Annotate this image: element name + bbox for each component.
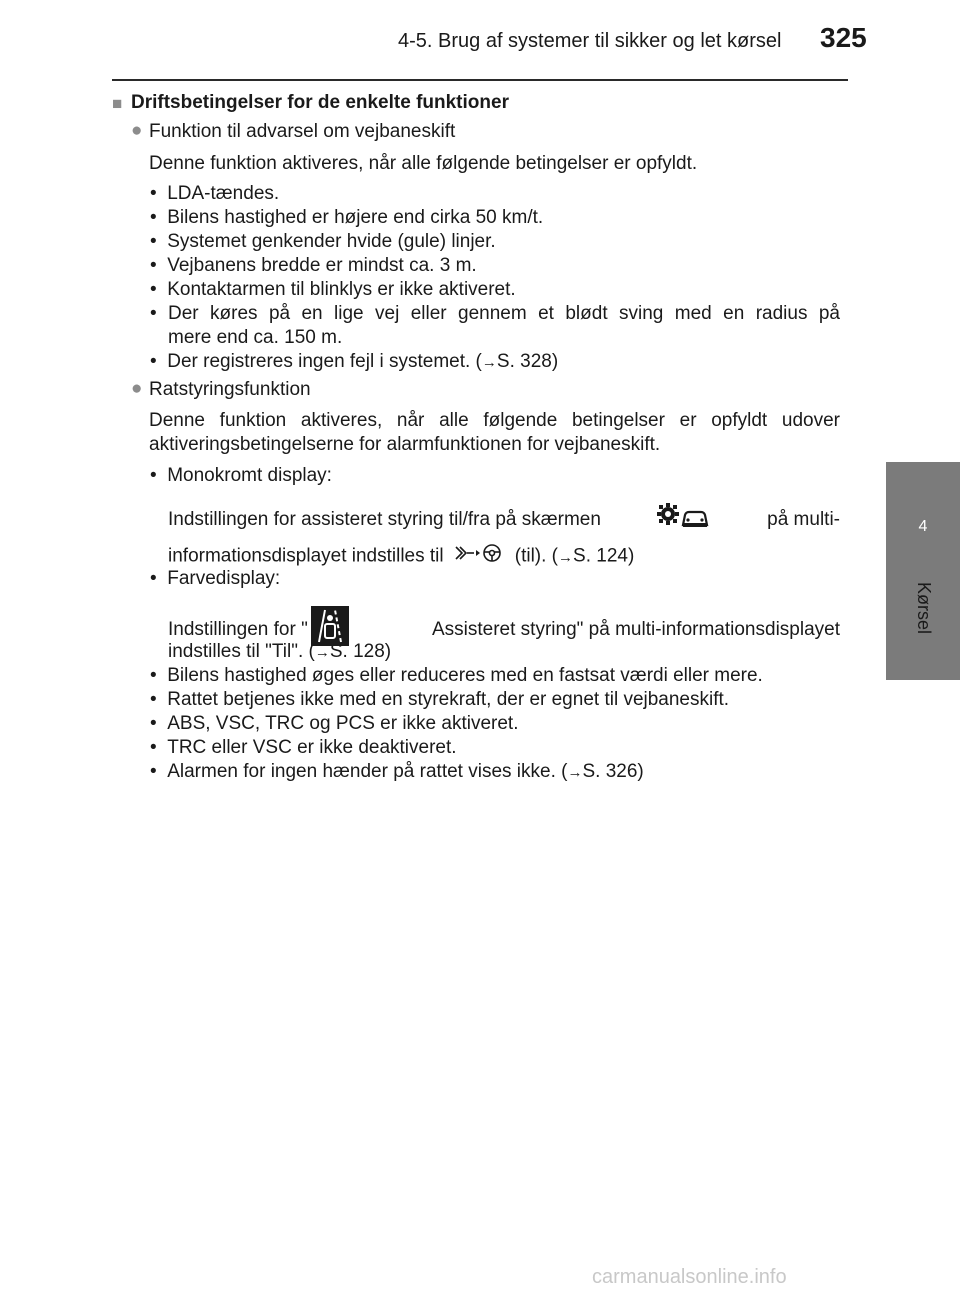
list-item: • Rattet betjenes ikke med en styrekraft, der er egnet til vejbaneskift. <box>150 689 730 710</box>
list-item: • Bilens hastighed øges eller reduceres med en fastsat værdi eller mere. <box>150 665 763 686</box>
page-reference[interactable]: S. 124) <box>573 545 635 567</box>
list-item: • <box>150 303 168 324</box>
list-item-text: Der køres på en lige vej eller gennem et blødt sving med en radius på <box>168 303 840 324</box>
arrow-right-icon: → <box>481 354 497 371</box>
list-item-continuation: mere end ca. 150 m. <box>168 327 343 348</box>
list-item: • TRC eller VSC er ikke deaktiveret. <box>150 737 457 758</box>
page-reference[interactable]: S. 328) <box>496 351 559 372</box>
square-bullet-icon: ■ <box>112 94 123 113</box>
list-item: • Kontaktarmen til blinklys er ikke aktiveret. <box>150 279 516 300</box>
list-item: • ABS, VSC, TRC og PCS er ikke aktiveret. <box>150 713 519 734</box>
chapter-label: Kørsel <box>914 582 934 635</box>
section-heading: Driftsbetingelser for de enkelte funktioner <box>131 92 509 113</box>
list-item: • Monokromt display: <box>150 465 332 486</box>
list-item: • Vejbanens bredde er mindst ca. 3 m. <box>150 255 477 276</box>
subsection-title: Ratstyringsfunktion <box>149 379 311 400</box>
monochrome-instruction: Indstillingen for assisteret styring til/fra på skærmen på multi- <box>168 503 840 536</box>
arrow-right-icon: → <box>567 764 583 781</box>
paragraph: Denne funktion aktiveres, når alle følgende betingelser er opfyldt. <box>149 153 698 174</box>
circle-bullet-icon: ● <box>131 120 143 141</box>
list-item: • Alarmen for ingen hænder på rattet vises ikke. (→S. 326) <box>150 760 644 785</box>
subsection-title: Funktion til advarsel om vejbaneskift <box>149 121 456 142</box>
list-item: • Bilens hastighed er højere end cirka 50 km/t. <box>150 207 544 228</box>
arrow-right-icon: → <box>314 644 330 661</box>
header-rule <box>112 79 848 81</box>
color-display-instruction-cont: indstilles til "Til". (→S. 128) <box>168 640 391 665</box>
lane-steering-icon <box>454 543 504 570</box>
page-number: 325 <box>820 22 867 53</box>
chapter-tab <box>886 462 960 680</box>
list-item: • Farvedisplay: <box>150 568 281 589</box>
watermark: carmanualsonline.info <box>592 1266 787 1288</box>
color-display-instruction: Indstillingen for " Assisteret styring" på multi-informationsdisplayet <box>168 606 840 653</box>
chapter-number: 4 <box>918 518 928 535</box>
settings-car-icon <box>657 503 711 536</box>
paragraph: Denne funktion aktiveres, når alle følgende betingelser er opfyldt udover <box>149 410 840 431</box>
page-reference[interactable]: S. 326) <box>582 761 644 782</box>
list-item: • Systemet genkender hvide (gule) linjer. <box>150 231 496 252</box>
arrow-right-icon: → <box>558 548 574 566</box>
page-reference[interactable]: S. 128) <box>329 641 392 662</box>
list-item: • LDA-tændes. <box>150 183 280 204</box>
paragraph-continuation: aktiveringsbetingelserne for alarmfunktionen for vejbaneskift. <box>149 434 661 455</box>
running-header: 4-5. Brug af systemer til sikker og let kørsel <box>398 30 782 52</box>
list-item: • Der registreres ingen fejl i systemet. (→S. 328) <box>150 350 558 375</box>
monochrome-instruction-cont: informationsdisplayet indstilles til (til). (→S. 124) <box>168 543 634 570</box>
circle-bullet-icon: ● <box>131 378 143 399</box>
